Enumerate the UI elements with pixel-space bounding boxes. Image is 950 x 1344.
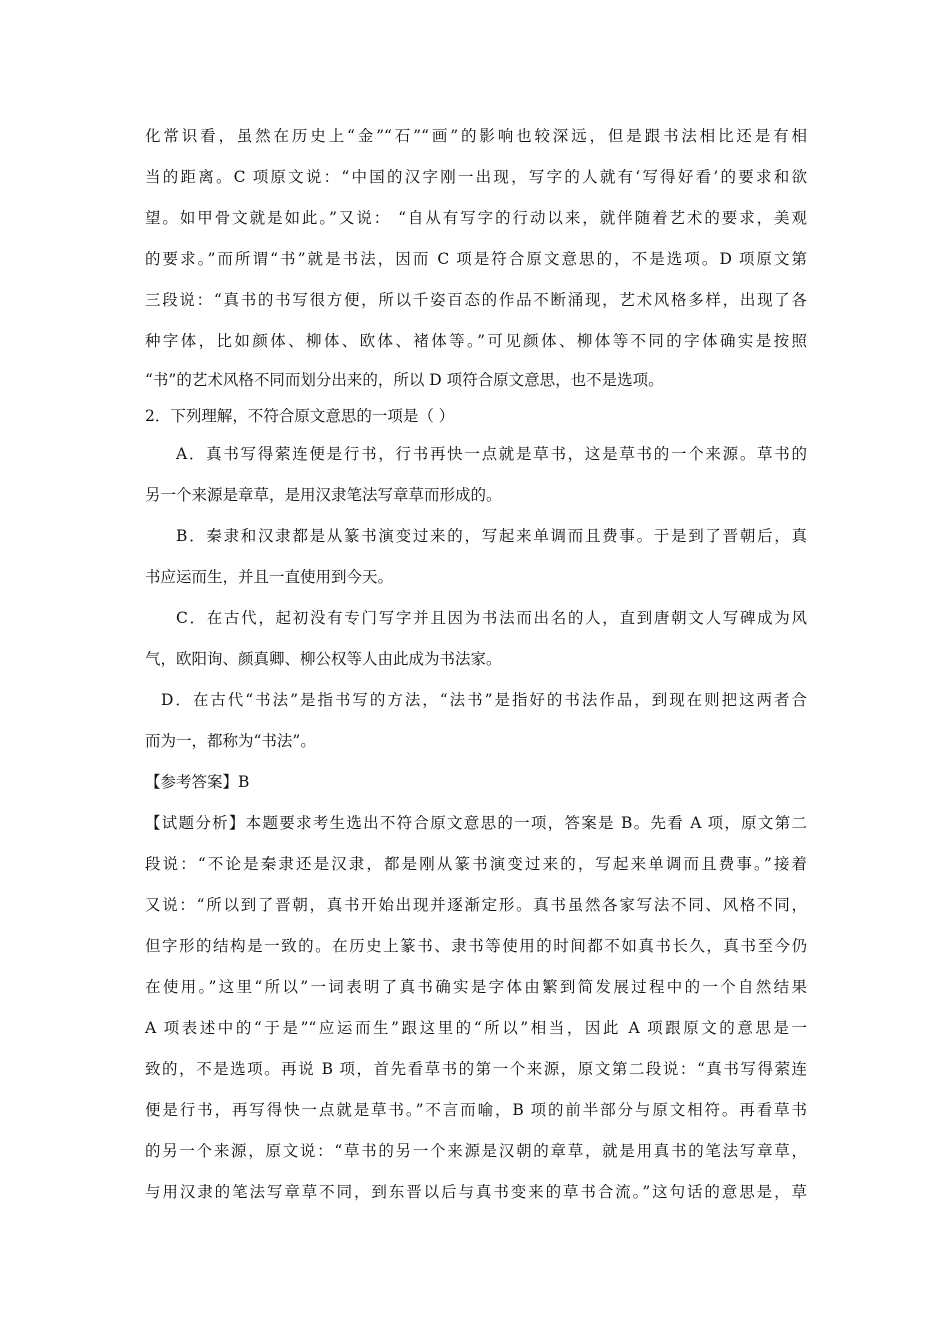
option-a-line: A．真书写得萦连便是行书，行书再快一点就是草书，这是草书的一个来源。草书的: [176, 445, 807, 463]
analysis-line: 在使用。”这里“所以”一词表明了真书确实是字体由繁到简发展过程中的一个自然结果: [145, 978, 807, 996]
option-a-line: 另一个来源是章草，是用汉隶笔法写章草而形成的。: [145, 486, 502, 504]
text-line: 三段说：“真书的书写很方便，所以千姿百态的作品不断涌现，艺术风格多样，出现了各: [145, 291, 807, 309]
text-line: 种字体，比如颜体、柳体、欧体、褚体等。”可见颜体、柳体等不同的字体确实是按照: [145, 332, 807, 350]
analysis-line: 与用汉隶的笔法写章草不同，到东晋以后与真书变来的草书合流。”这句话的意思是，草: [145, 1183, 807, 1201]
analysis-line: 的另一个来源，原文说：“草书的另一个来源是汉朝的章草，就是用真书的笔法写章草，: [145, 1142, 807, 1160]
option-c-line: 气，欧阳询、颜真卿、柳公权等人由此成为书法家。: [145, 650, 502, 668]
analysis-line: 段说：“不论是秦隶还是汉隶，都是刚从篆书演变过来的，写起来单调而且费事。”接着: [145, 855, 807, 873]
option-b-line: 书应运而生，并且一直使用到今天。: [145, 568, 394, 586]
analysis-line: 但字形的结构是一致的。在历史上篆书、隶书等使用的时间都不如真书长久，真书至今仍: [145, 937, 807, 955]
analysis-line: A 项表述中的“于是”“应运而生”跟这里的“所以”相当，因此 A 项跟原文的意思是一: [145, 1019, 807, 1037]
analysis-line: 又说：“所以到了晋朝，真书开始出现并逐渐定形。真书虽然各家写法不同、风格不同，: [145, 896, 807, 914]
question-stem: 2．下列理解，不符合原文意思的一项是（ ）: [145, 407, 455, 425]
answer-label: 【参考答案】B: [145, 773, 250, 791]
text-line: “书”的艺术风格不同而划分出来的，所以 D 项符合原文意思，也不是选项。: [145, 371, 664, 389]
text-line: 望。如甲骨文就是如此。”又说： “自从有写字的行动以来，就伴随着艺术的要求，美观: [145, 209, 807, 227]
analysis-line: 致的，不是选项。再说 B 项，首先看草书的第一个来源，原文第二段说：“真书写得萦连: [145, 1060, 807, 1078]
text-line: 的要求。”而所谓“书”就是书法，因而 C 项是符合原文意思的，不是选项。D 项原文第: [145, 250, 807, 268]
analysis-line: 【试题分析】本题要求考生选出不符合原文意思的一项，答案是 B。先看 A 项，原文第二: [145, 814, 807, 832]
option-c-line: C．在古代，起初没有专门写字并且因为书法而出名的人，直到唐朝文人写碑成为风: [176, 609, 807, 627]
text-line: 化常识看，虽然在历史上“金”“石”“画”的影响也较深远，但是跟书法相比还是有相: [145, 127, 807, 145]
analysis-line: 便是行书，再写得快一点就是草书。”不言而喻，B 项的前半部分与原文相符。再看草书: [145, 1101, 807, 1119]
option-d-line: 而为一，都称为“书法”。: [145, 732, 316, 750]
text-line: 当的距离。C 项原文说：“中国的汉字刚一出现，写字的人就有‘写得好看’的要求和欲: [145, 168, 807, 186]
document-body: [145, 116, 807, 1213]
option-b-line: B．秦隶和汉隶都是从篆书演变过来的，写起来单调而且费事。于是到了晋朝后，真: [176, 527, 807, 545]
option-d-line: D．在古代“书法”是指书写的方法，“法书”是指好的书法作品，到现在则把这两者合: [161, 691, 807, 709]
